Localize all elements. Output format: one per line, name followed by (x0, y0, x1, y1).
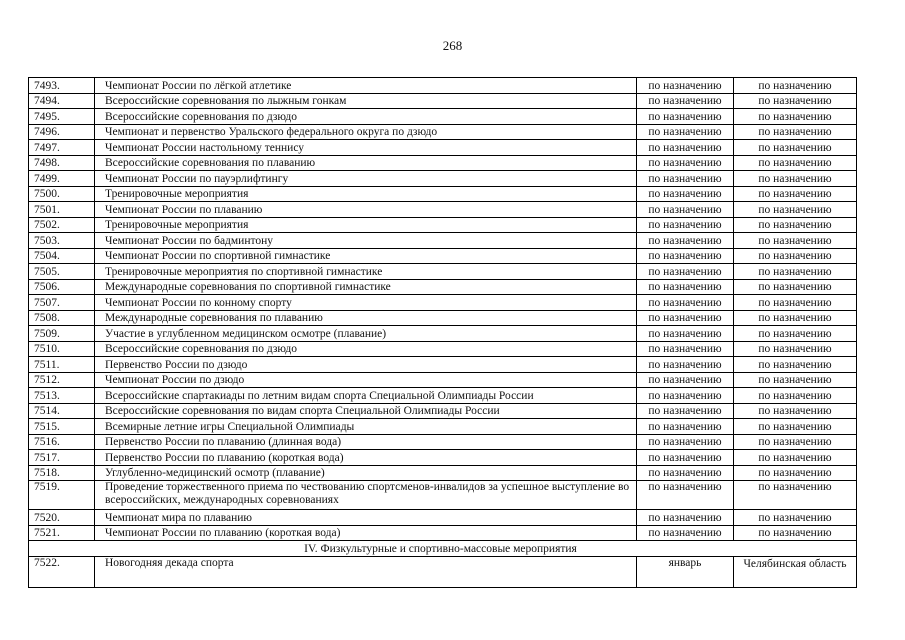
event-name: Всероссийские соревнования по плаванию (95, 155, 637, 171)
event-date: по назначению (637, 202, 734, 218)
event-place: по назначению (734, 279, 857, 295)
event-date: по назначению (637, 357, 734, 373)
row-number: 7520. (29, 510, 95, 526)
event-name: Чемпионат России по лёгкой атлетике (95, 78, 637, 94)
row-number: 7516. (29, 434, 95, 450)
event-place: по назначению (734, 481, 857, 510)
event-name: Чемпионат России по спортивной гимнастике (95, 248, 637, 264)
event-place: по назначению (734, 326, 857, 342)
event-place: по назначению (734, 202, 857, 218)
event-date: по назначению (637, 279, 734, 295)
event-date: по назначению (637, 109, 734, 125)
row-number: 7518. (29, 465, 95, 481)
event-name: Новогодняя декада спорта (95, 557, 637, 588)
row-number: 7495. (29, 109, 95, 125)
event-date: по назначению (637, 140, 734, 156)
event-place: по назначению (734, 388, 857, 404)
section-title: IV. Физкультурные и спортивно-массовые мероприятия (29, 541, 857, 557)
event-date: по назначению (637, 450, 734, 466)
table-row (29, 557, 857, 588)
table-row (29, 481, 857, 510)
row-number: 7505. (29, 264, 95, 280)
row-number: 7498. (29, 155, 95, 171)
event-name: Всероссийские соревнования по дзюдо (95, 109, 637, 125)
row-number: 7499. (29, 171, 95, 187)
event-place: по назначению (734, 93, 857, 109)
row-number: 7513. (29, 388, 95, 404)
event-name: Чемпионат России по плаванию (95, 202, 637, 218)
event-place: по назначению (734, 217, 857, 233)
event-place: по назначению (734, 403, 857, 419)
table-row (29, 525, 857, 541)
table-row (29, 341, 857, 357)
event-name: Тренировочные мероприятия (95, 217, 637, 233)
event-place: по назначению (734, 248, 857, 264)
event-date: по назначению (637, 525, 734, 541)
event-name: Всероссийские спартакиады по летним видам спорта Специальной Олимпиады России (95, 388, 637, 404)
row-number: 7514. (29, 403, 95, 419)
table-row (29, 388, 857, 404)
row-number: 7510. (29, 341, 95, 357)
table-row (29, 124, 857, 140)
table-row (29, 450, 857, 466)
table-row (29, 310, 857, 326)
row-number: 7500. (29, 186, 95, 202)
table-row (29, 109, 857, 125)
event-place: по назначению (734, 525, 857, 541)
event-date: по назначению (637, 295, 734, 311)
event-name: Международные соревнования по спортивной гимнастике (95, 279, 637, 295)
table-row (29, 510, 857, 526)
event-date: по назначению (637, 124, 734, 140)
event-date: по назначению (637, 510, 734, 526)
row-number: 7517. (29, 450, 95, 466)
event-name: Чемпионат и первенство Уральского федерального округа по дзюдо (95, 124, 637, 140)
event-name: Всероссийские соревнования по дзюдо (95, 341, 637, 357)
event-place: по назначению (734, 295, 857, 311)
event-date: по назначению (637, 419, 734, 435)
table-row (29, 186, 857, 202)
event-name: Тренировочные мероприятия по спортивной гимнастике (95, 264, 637, 280)
event-date: по назначению (637, 248, 734, 264)
event-date: по назначению (637, 310, 734, 326)
table-row (29, 155, 857, 171)
event-place: по назначению (734, 155, 857, 171)
table-row (29, 248, 857, 264)
event-name: Чемпионат России по пауэрлифтингу (95, 171, 637, 187)
event-date: по назначению (637, 481, 734, 510)
row-number: 7503. (29, 233, 95, 249)
event-date: по назначению (637, 372, 734, 388)
event-date: по назначению (637, 78, 734, 94)
event-name: Первенство России по плаванию (длинная вода) (95, 434, 637, 450)
event-place: по назначению (734, 78, 857, 94)
row-number: 7515. (29, 419, 95, 435)
table-row (29, 419, 857, 435)
event-date: январь (637, 557, 734, 588)
event-name: Тренировочные мероприятия (95, 186, 637, 202)
event-name: Первенство России по плаванию (короткая вода) (95, 450, 637, 466)
event-place: Челябинская область (734, 557, 857, 588)
table-row (29, 78, 857, 94)
event-place: по назначению (734, 434, 857, 450)
event-place: по назначению (734, 341, 857, 357)
event-place: по назначению (734, 109, 857, 125)
event-date: по назначению (637, 264, 734, 280)
event-date: по назначению (637, 465, 734, 481)
event-place: по назначению (734, 357, 857, 373)
event-name: Чемпионат России по дзюдо (95, 372, 637, 388)
row-number: 7521. (29, 525, 95, 541)
event-name: Первенство России по дзюдо (95, 357, 637, 373)
event-name: Проведение торжественного приема по чествованию спортсменов-инвалидов за успешное выступление во всероссийских, международных соревнованиях (95, 481, 637, 510)
table-row (29, 403, 857, 419)
event-name: Всероссийские соревнования по лыжным гонкам (95, 93, 637, 109)
event-place: по назначению (734, 450, 857, 466)
table-row (29, 279, 857, 295)
row-number: 7507. (29, 295, 95, 311)
table-row (29, 326, 857, 342)
event-place: по назначению (734, 186, 857, 202)
event-name: Чемпионат России настольному теннису (95, 140, 637, 156)
event-date: по назначению (637, 341, 734, 357)
table-row (29, 233, 857, 249)
row-number: 7501. (29, 202, 95, 218)
row-number: 7512. (29, 372, 95, 388)
event-place: по назначению (734, 233, 857, 249)
event-name: Чемпионат России по плаванию (короткая вода) (95, 525, 637, 541)
event-date: по назначению (637, 155, 734, 171)
row-number: 7502. (29, 217, 95, 233)
row-number: 7519. (29, 481, 95, 510)
table-row (29, 264, 857, 280)
event-place: по назначению (734, 124, 857, 140)
event-date: по назначению (637, 233, 734, 249)
table-row (29, 295, 857, 311)
row-number: 7509. (29, 326, 95, 342)
event-place: по назначению (734, 510, 857, 526)
event-date: по назначению (637, 93, 734, 109)
table-row (29, 372, 857, 388)
event-name: Всемирные летние игры Специальной Олимпиады (95, 419, 637, 435)
event-date: по назначению (637, 217, 734, 233)
events-table (28, 77, 857, 588)
event-name: Всероссийские соревнования по видам спорта Специальной Олимпиады России (95, 403, 637, 419)
event-place: по назначению (734, 264, 857, 280)
table-row (29, 357, 857, 373)
event-place: по назначению (734, 140, 857, 156)
table-row (29, 434, 857, 450)
event-place: по назначению (734, 310, 857, 326)
events-table-body (29, 78, 857, 588)
event-place: по назначению (734, 171, 857, 187)
event-name: Чемпионат России по конному спорту (95, 295, 637, 311)
row-number: 7508. (29, 310, 95, 326)
table-row (29, 93, 857, 109)
event-date: по назначению (637, 403, 734, 419)
page-number: 268 (442, 38, 463, 53)
table-row (29, 171, 857, 187)
table-row (29, 202, 857, 218)
event-date: по назначению (637, 186, 734, 202)
table-row (29, 465, 857, 481)
section-header-row (29, 541, 857, 557)
event-date: по назначению (637, 326, 734, 342)
event-name: Углубленно-медицинский осмотр (плавание) (95, 465, 637, 481)
event-date: по назначению (637, 434, 734, 450)
event-name: Чемпионат России по бадминтону (95, 233, 637, 249)
row-number: 7522. (29, 557, 95, 588)
row-number: 7493. (29, 78, 95, 94)
row-number: 7506. (29, 279, 95, 295)
row-number: 7511. (29, 357, 95, 373)
row-number: 7504. (29, 248, 95, 264)
event-name: Международные соревнования по плаванию (95, 310, 637, 326)
event-name: Участие в углубленном медицинском осмотре (плавание) (95, 326, 637, 342)
event-place: по назначению (734, 419, 857, 435)
event-place: по назначению (734, 465, 857, 481)
row-number: 7496. (29, 124, 95, 140)
event-place: по назначению (734, 372, 857, 388)
table-row (29, 140, 857, 156)
event-date: по назначению (637, 171, 734, 187)
row-number: 7497. (29, 140, 95, 156)
event-date: по назначению (637, 388, 734, 404)
event-name: Чемпионат мира по плаванию (95, 510, 637, 526)
table-row (29, 217, 857, 233)
row-number: 7494. (29, 93, 95, 109)
